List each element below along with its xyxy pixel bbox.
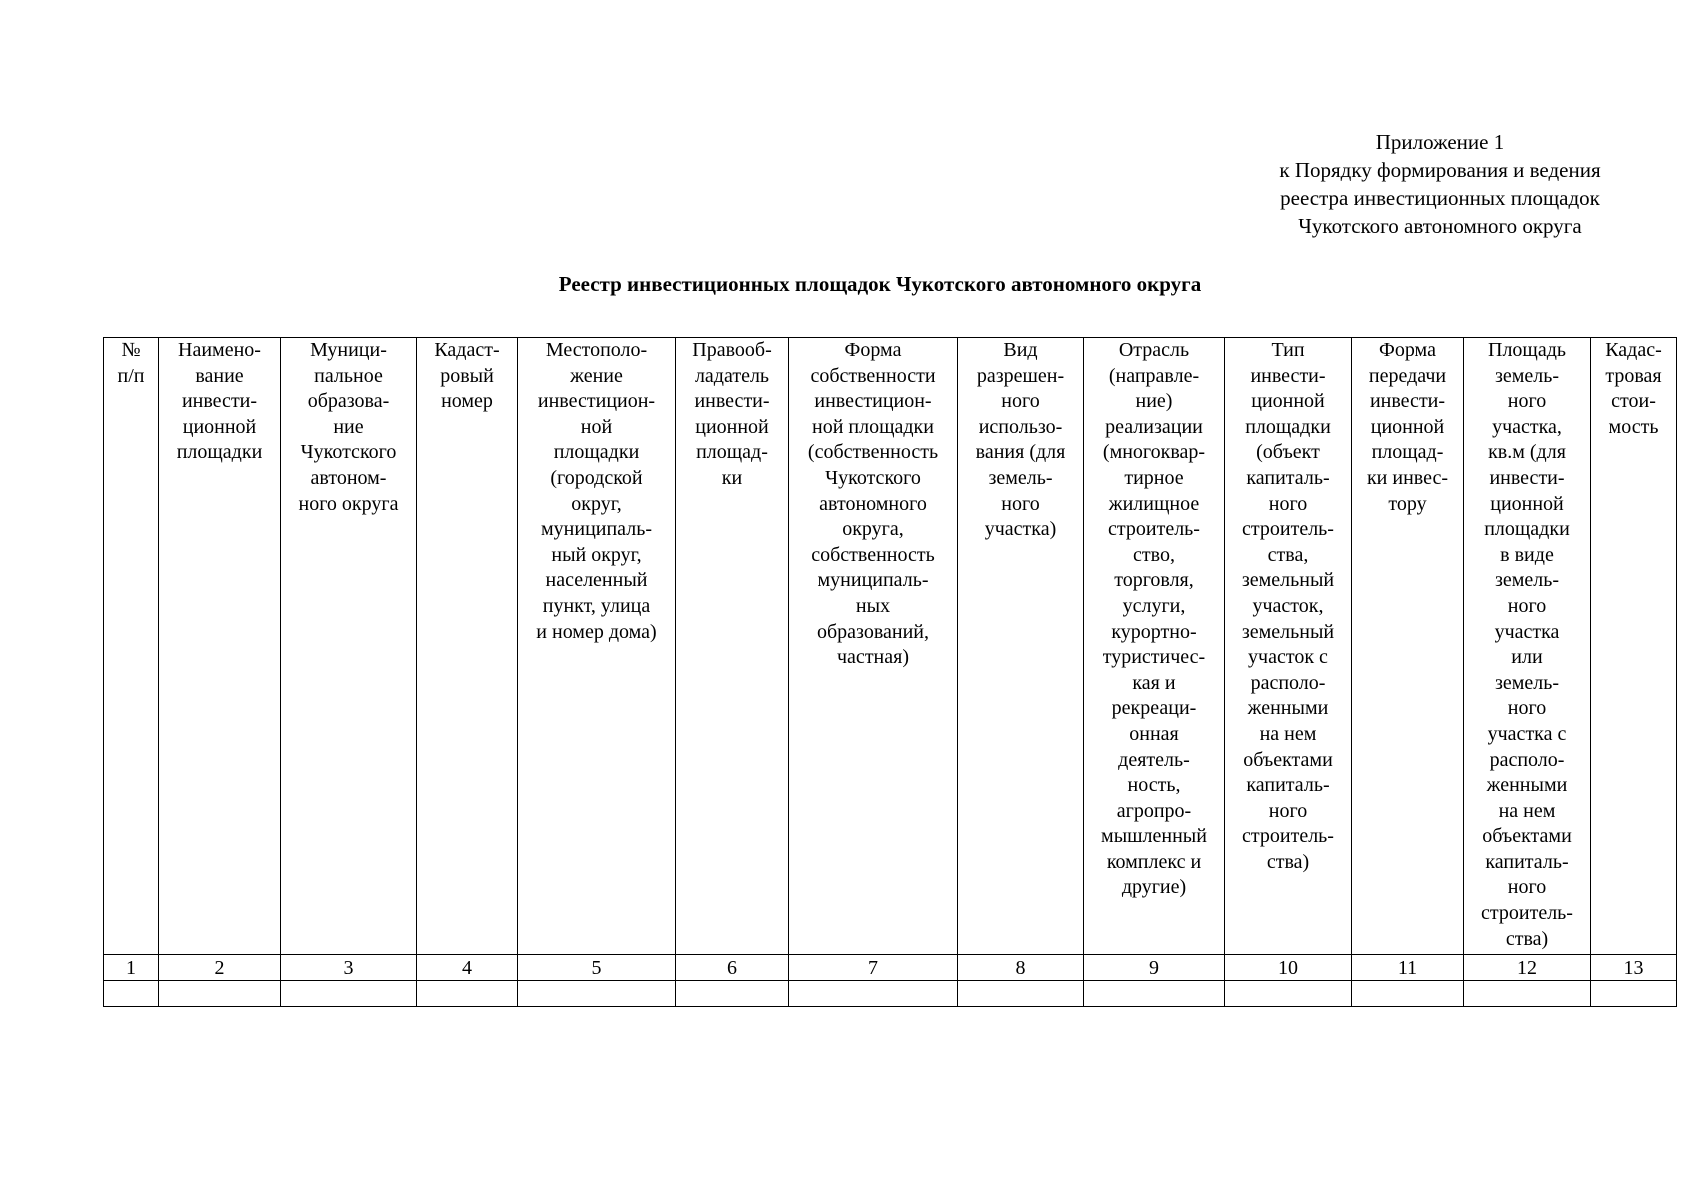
header-cell bbox=[417, 338, 518, 955]
header-cell bbox=[1084, 338, 1225, 955]
header-cell-text: Отрасль (направле- ние) реализации (многоквар- тирное жилищное строитель- ство, торговля, услуги, курортно- туристичес- кая и рекреаци- онная деятель- ность, агропро- мышленный комплекс и другие) bbox=[1101, 339, 1207, 899]
header-cell-text: Наимено- вание инвести- ционной площадки bbox=[176, 339, 263, 464]
registry-table bbox=[103, 337, 1677, 1007]
column-number-cell: 13 bbox=[1591, 955, 1677, 981]
header-cell-text: Местополо- жение инвестицион- ной площадки (городской округ, муниципаль- ный округ, населенный пункт, улица и номер дома) bbox=[536, 339, 657, 643]
appendix-line: Приложение 1 bbox=[1375, 130, 1505, 154]
header-cell bbox=[1591, 338, 1677, 955]
table-cell bbox=[417, 981, 518, 1007]
header-cell bbox=[104, 338, 159, 955]
table-cell bbox=[518, 981, 676, 1007]
table-header-row bbox=[104, 338, 1677, 955]
column-number-cell: 2 bbox=[159, 955, 281, 981]
header-cell-text: Тип инвести- ционной площадки (объект капиталь- ного строитель- ства, земельный участок, земельный участок с располо- женными на нем объектами капиталь- ного строитель- ства) bbox=[1241, 339, 1335, 873]
header-cell-text: Кадаст- ровый номер bbox=[434, 339, 500, 413]
table-cell bbox=[1225, 981, 1352, 1007]
table-row bbox=[104, 981, 1677, 1007]
appendix-line: Чукотского автономного округа bbox=[1298, 214, 1582, 238]
table-cell bbox=[789, 981, 958, 1007]
header-cell-text: Вид разрешен- ного использо- вания (для земель- ного участка) bbox=[975, 339, 1066, 541]
header-cell-text: № п/п bbox=[117, 339, 145, 387]
column-number-cell: 1 bbox=[104, 955, 159, 981]
header-cell bbox=[281, 338, 417, 955]
column-number-cell: 10 bbox=[1225, 955, 1352, 981]
table-cell bbox=[1591, 981, 1677, 1007]
column-number-cell: 6 bbox=[676, 955, 789, 981]
header-cell-text: Форма передачи инвести- ционной площад- ки инвес- тору bbox=[1366, 339, 1449, 515]
header-cell bbox=[1352, 338, 1464, 955]
header-cell bbox=[1464, 338, 1591, 955]
table-cell bbox=[1464, 981, 1591, 1007]
header-cell-text: Форма собственности инвестицион- ной площадки (собственность Чукотского автономного округа, собственность муниципаль- ных образований, частная) bbox=[807, 339, 939, 669]
header-cell bbox=[789, 338, 958, 955]
column-number-cell: 7 bbox=[789, 955, 958, 981]
appendix-line: реестра инвестиционных площадок bbox=[1280, 186, 1600, 210]
header-cell-text: Правооб- ладатель инвести- ционной площад- ки bbox=[692, 339, 772, 489]
header-cell-text: Муници- пальное образова- ние Чукотского автоном- ного округа bbox=[298, 339, 399, 515]
header-cell bbox=[1225, 338, 1352, 955]
header-cell bbox=[518, 338, 676, 955]
column-number-cell: 5 bbox=[518, 955, 676, 981]
header-cell bbox=[159, 338, 281, 955]
column-number-row bbox=[104, 955, 1677, 981]
appendix-note bbox=[1240, 128, 1640, 240]
table-cell bbox=[104, 981, 159, 1007]
document-title: Реестр инвестиционных площадок Чукотского автономного округа bbox=[558, 272, 1202, 296]
column-number-cell: 3 bbox=[281, 955, 417, 981]
header-cell-text: Площадь земель- ного участка, кв.м (для инвести- ционной площадки в виде земель- ного участка или земель- ного участка с располо- женными на нем объектами капиталь- ного строитель- ства) bbox=[1481, 339, 1573, 950]
appendix-line: к Порядку формирования и ведения bbox=[1279, 158, 1601, 182]
column-number-cell: 12 bbox=[1464, 955, 1591, 981]
column-number-cell: 11 bbox=[1352, 955, 1464, 981]
header-cell bbox=[676, 338, 789, 955]
header-cell bbox=[958, 338, 1084, 955]
table-cell bbox=[1352, 981, 1464, 1007]
column-number-cell: 8 bbox=[958, 955, 1084, 981]
table-cell bbox=[958, 981, 1084, 1007]
table-cell bbox=[676, 981, 789, 1007]
table-cell bbox=[159, 981, 281, 1007]
column-number-cell: 9 bbox=[1084, 955, 1225, 981]
table-cell bbox=[281, 981, 417, 1007]
table-cell bbox=[1084, 981, 1225, 1007]
header-cell-text: Кадас- тровая стои- мость bbox=[1605, 339, 1662, 438]
column-number-cell: 4 bbox=[417, 955, 518, 981]
